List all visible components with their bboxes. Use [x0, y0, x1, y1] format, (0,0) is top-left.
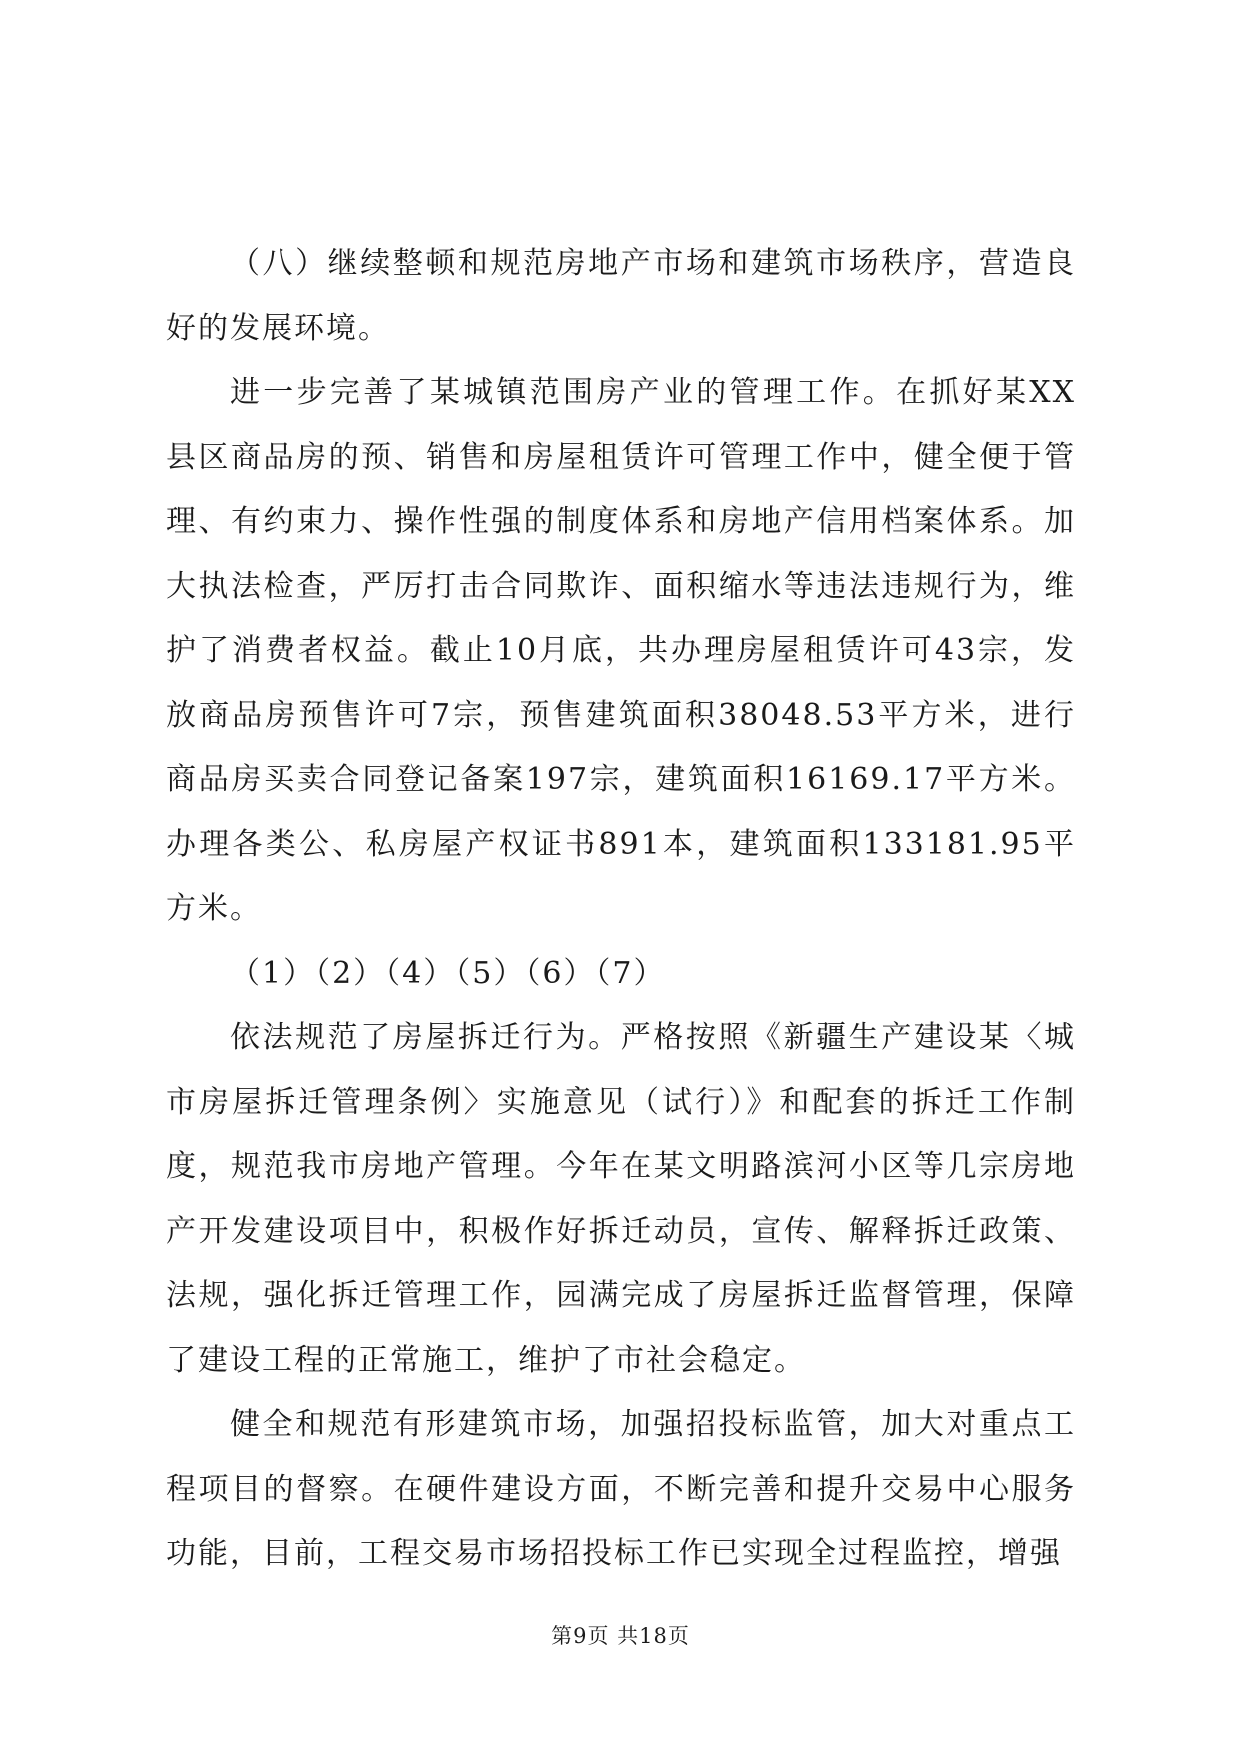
- body-paragraph-demolition: 依法规范了房屋拆迁行为。严格按照《新疆生产建设某〈城市房屋拆迁管理条例〉实施意见（试行）》和配套的拆迁工作制度，规范我市房地产管理。今年在某文明路滨河小区等几宗房地产开发建设项目中，积极作好拆迁动员，宣传、解释拆迁政策、法规，强化拆迁管理工作，园满完成了房屋拆迁监督管理，保障了建设工程的正常施工，维护了市社会稳定。: [166, 1020, 1076, 1378]
- numbered-list-line: （1）（2）（4）（5）（6）（7）: [230, 955, 666, 991]
- page-footer: 第9页 共18页: [551, 1624, 690, 1648]
- document-body: [166, 232, 1076, 1587]
- body-paragraph-housing-management: 进一步完善了某城镇范围房产业的管理工作。在抓好某XX县区商品房的预、销售和房屋租赁许可管理工作中，健全便于管理、有约束力、操作性强的制度体系和房地产信用档案体系。加大执法检查，严厉打击合同欺诈、面积缩水等违法违规行为，维护了消费者权益。截止10月底，共办理房屋租赁许可43宗，发放商品房预售许可7宗，预售建筑面积38048.53平方米，进行商品房买卖合同登记备案197宗，建筑面积16169.17平方米。办理各类公、私房屋产权证书891本，建筑面积133181.95平方米。: [166, 375, 1076, 926]
- body-paragraph-construction-market: 健全和规范有形建筑市场，加强招投标监管，加大对重点工程项目的督察。在硬件建设方面，不断完善和提升交易中心服务功能，目前，工程交易市场招投标工作已实现全过程监控，增强: [166, 1407, 1076, 1571]
- section-heading-paragraph: （八）继续整顿和规范房地产市场和建筑市场秩序，营造良好的发展环境。: [166, 246, 1076, 346]
